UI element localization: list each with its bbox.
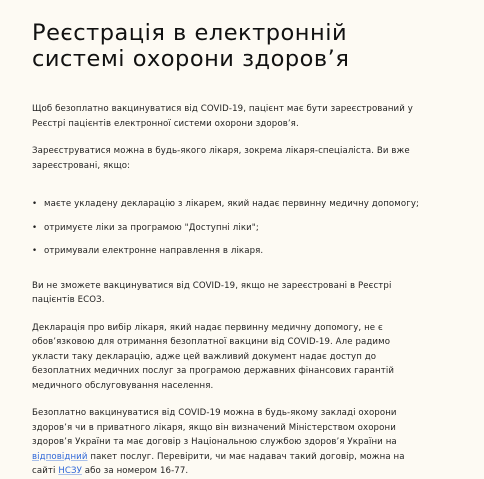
declaration-line: медичного обслуговування населення. [32,380,214,391]
where-line-3: здоров’я України та має договір з Національною службою здоров’я України на [32,437,397,447]
warning-line-1: Ви не зможете вакцинуватися від COVID-19, якщо не зареєстровані в Реєстрі [32,280,392,291]
vaccination-where-paragraph [32,406,452,479]
declaration-line: Декларація про вибір лікаря, який надає первинну медичну допомогу, не є [32,322,383,333]
declaration-line: безоплатних медичних послуг за програмою державних фінансових гарантій [32,366,395,376]
page-title [32,20,452,72]
conditions-list [32,197,452,259]
declaration-line: обов’язковою для отримання безоплатної вакцини від COVID-19. Але радимо [32,337,391,347]
list-item [32,244,452,259]
intro-paragraph [32,102,452,131]
where-line-5-suffix: або за номером 16-77. [81,466,189,476]
bullet-icon: • [32,222,38,233]
package-link[interactable]: відповідний [32,451,88,462]
where-line-4-text: пакет послуг. Перевірити, чи має надавач такий договір, можна на [87,451,405,462]
warning-paragraph [32,279,452,308]
list-item [32,221,452,236]
declaration-paragraph [32,321,452,394]
where-line-1: Безоплатно вакцинуватися від COVID-19 можна в будь-якому закладі охорони [32,408,397,418]
list-item-text: отримували електронне направлення в лікаря. [44,246,264,256]
where-line-5-prefix: сайті [32,466,59,476]
page-title-line-1: Реєстрація в електронній [32,20,348,46]
nszu-link[interactable]: НСЗУ [58,466,82,476]
list-item-text: маєте укладену декларацію з лікарем, який надає первинну медичну допомогу; [44,199,420,209]
register-paragraph [32,144,452,173]
bullet-icon: • [32,246,38,256]
bullet-icon: • [32,199,38,209]
warning-line-2: пацієнтів ЕСОЗ. [32,295,105,305]
intro-line-2: Реєстрі пацієнтів електронної системи охорони здоров’я. [32,118,299,129]
list-item-text: отримуєте ліки за програмою "Доступні ліки"; [44,222,259,233]
list-item [32,197,452,212]
intro-line-1: Щоб безоплатно вакцинуватися від COVID-19, пацієнт має бути зареєстрований у [32,104,413,114]
page-title-line-2: системі охорони здоров’я [32,46,350,72]
declaration-line: укласти таку декларацію, адже цей важливий документ надає доступ до [32,351,377,362]
article [32,20,452,479]
register-line-2: зареєстровані, якщо: [32,160,131,171]
register-line-1: Зареєструватися можна в будь-якого лікаря, зокрема лікаря-спеціаліста. Ви вже [32,146,410,156]
where-line-2: здоров’я чи в приватного лікаря, якщо він визначений Міністерством охорони [32,422,396,433]
